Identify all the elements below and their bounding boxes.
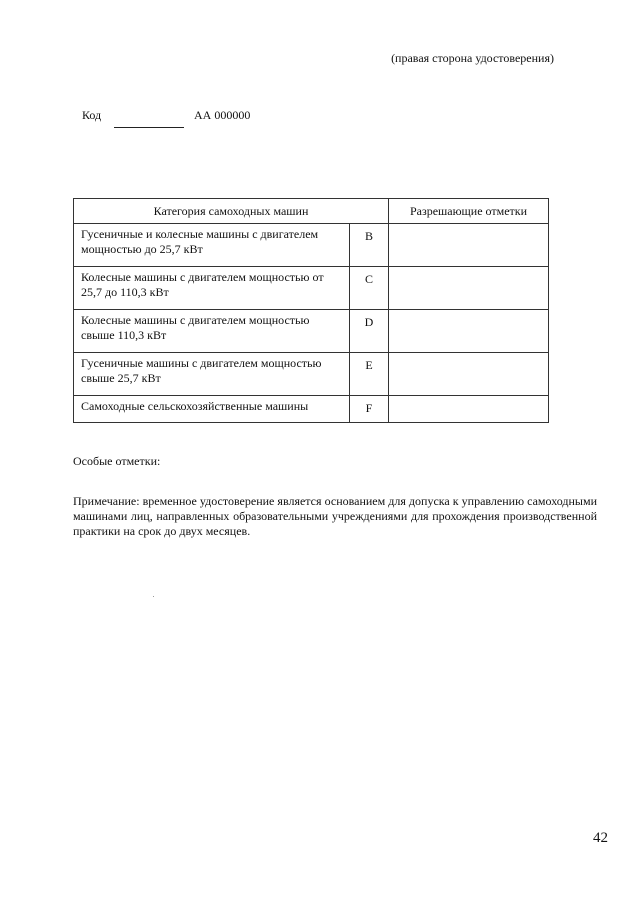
category-header: Категория самоходных машин <box>74 199 389 224</box>
code-value: АА 000000 <box>194 108 251 122</box>
header-note: (правая сторона удостоверения) <box>391 51 554 65</box>
category-description: Колесные машины с двигателем мощностью от 25,7 до 110,3 кВт <box>74 267 350 310</box>
category-letter: B <box>350 224 389 267</box>
category-description: Гусеничные машины с двигателем мощностью свыше 25,7 кВт <box>74 353 350 396</box>
category-letter: C <box>350 267 389 310</box>
category-table <box>73 198 549 423</box>
page-number: 42 <box>593 830 608 846</box>
category-description: Самоходные сельскохозяйственные машины <box>74 396 350 423</box>
table-header-row <box>74 199 549 224</box>
category-description: Гусеничные и колесные машины с двигателем мощностью до 25,7 кВт <box>74 224 350 267</box>
table-row <box>74 224 549 267</box>
permission-mark-cell <box>389 353 549 396</box>
note-paragraph: Примечание: временное удостоверение является основанием для допуска к управлению самоходными машинами лиц, направленных образовательными учреждениями для прохождения производственной практики на срок до двух месяцев. <box>73 494 597 538</box>
permission-mark-cell <box>389 267 549 310</box>
table-row <box>74 267 549 310</box>
permission-mark-cell <box>389 310 549 353</box>
code-blank-line <box>114 127 184 128</box>
category-letter: F <box>350 396 389 423</box>
marks-header: Разрешающие отметки <box>389 199 549 224</box>
category-letter: E <box>350 353 389 396</box>
table-row <box>74 310 549 353</box>
code-label: Код <box>82 108 102 122</box>
table-row <box>74 353 549 396</box>
category-description: Колесные машины с двигателем мощностью свыше 110,3 кВт <box>74 310 350 353</box>
special-marks-label: Особые отметки: <box>73 454 161 468</box>
permission-mark-cell <box>389 224 549 267</box>
scan-speck <box>153 596 154 597</box>
table-row <box>74 396 549 423</box>
permission-mark-cell <box>389 396 549 423</box>
category-letter: D <box>350 310 389 353</box>
